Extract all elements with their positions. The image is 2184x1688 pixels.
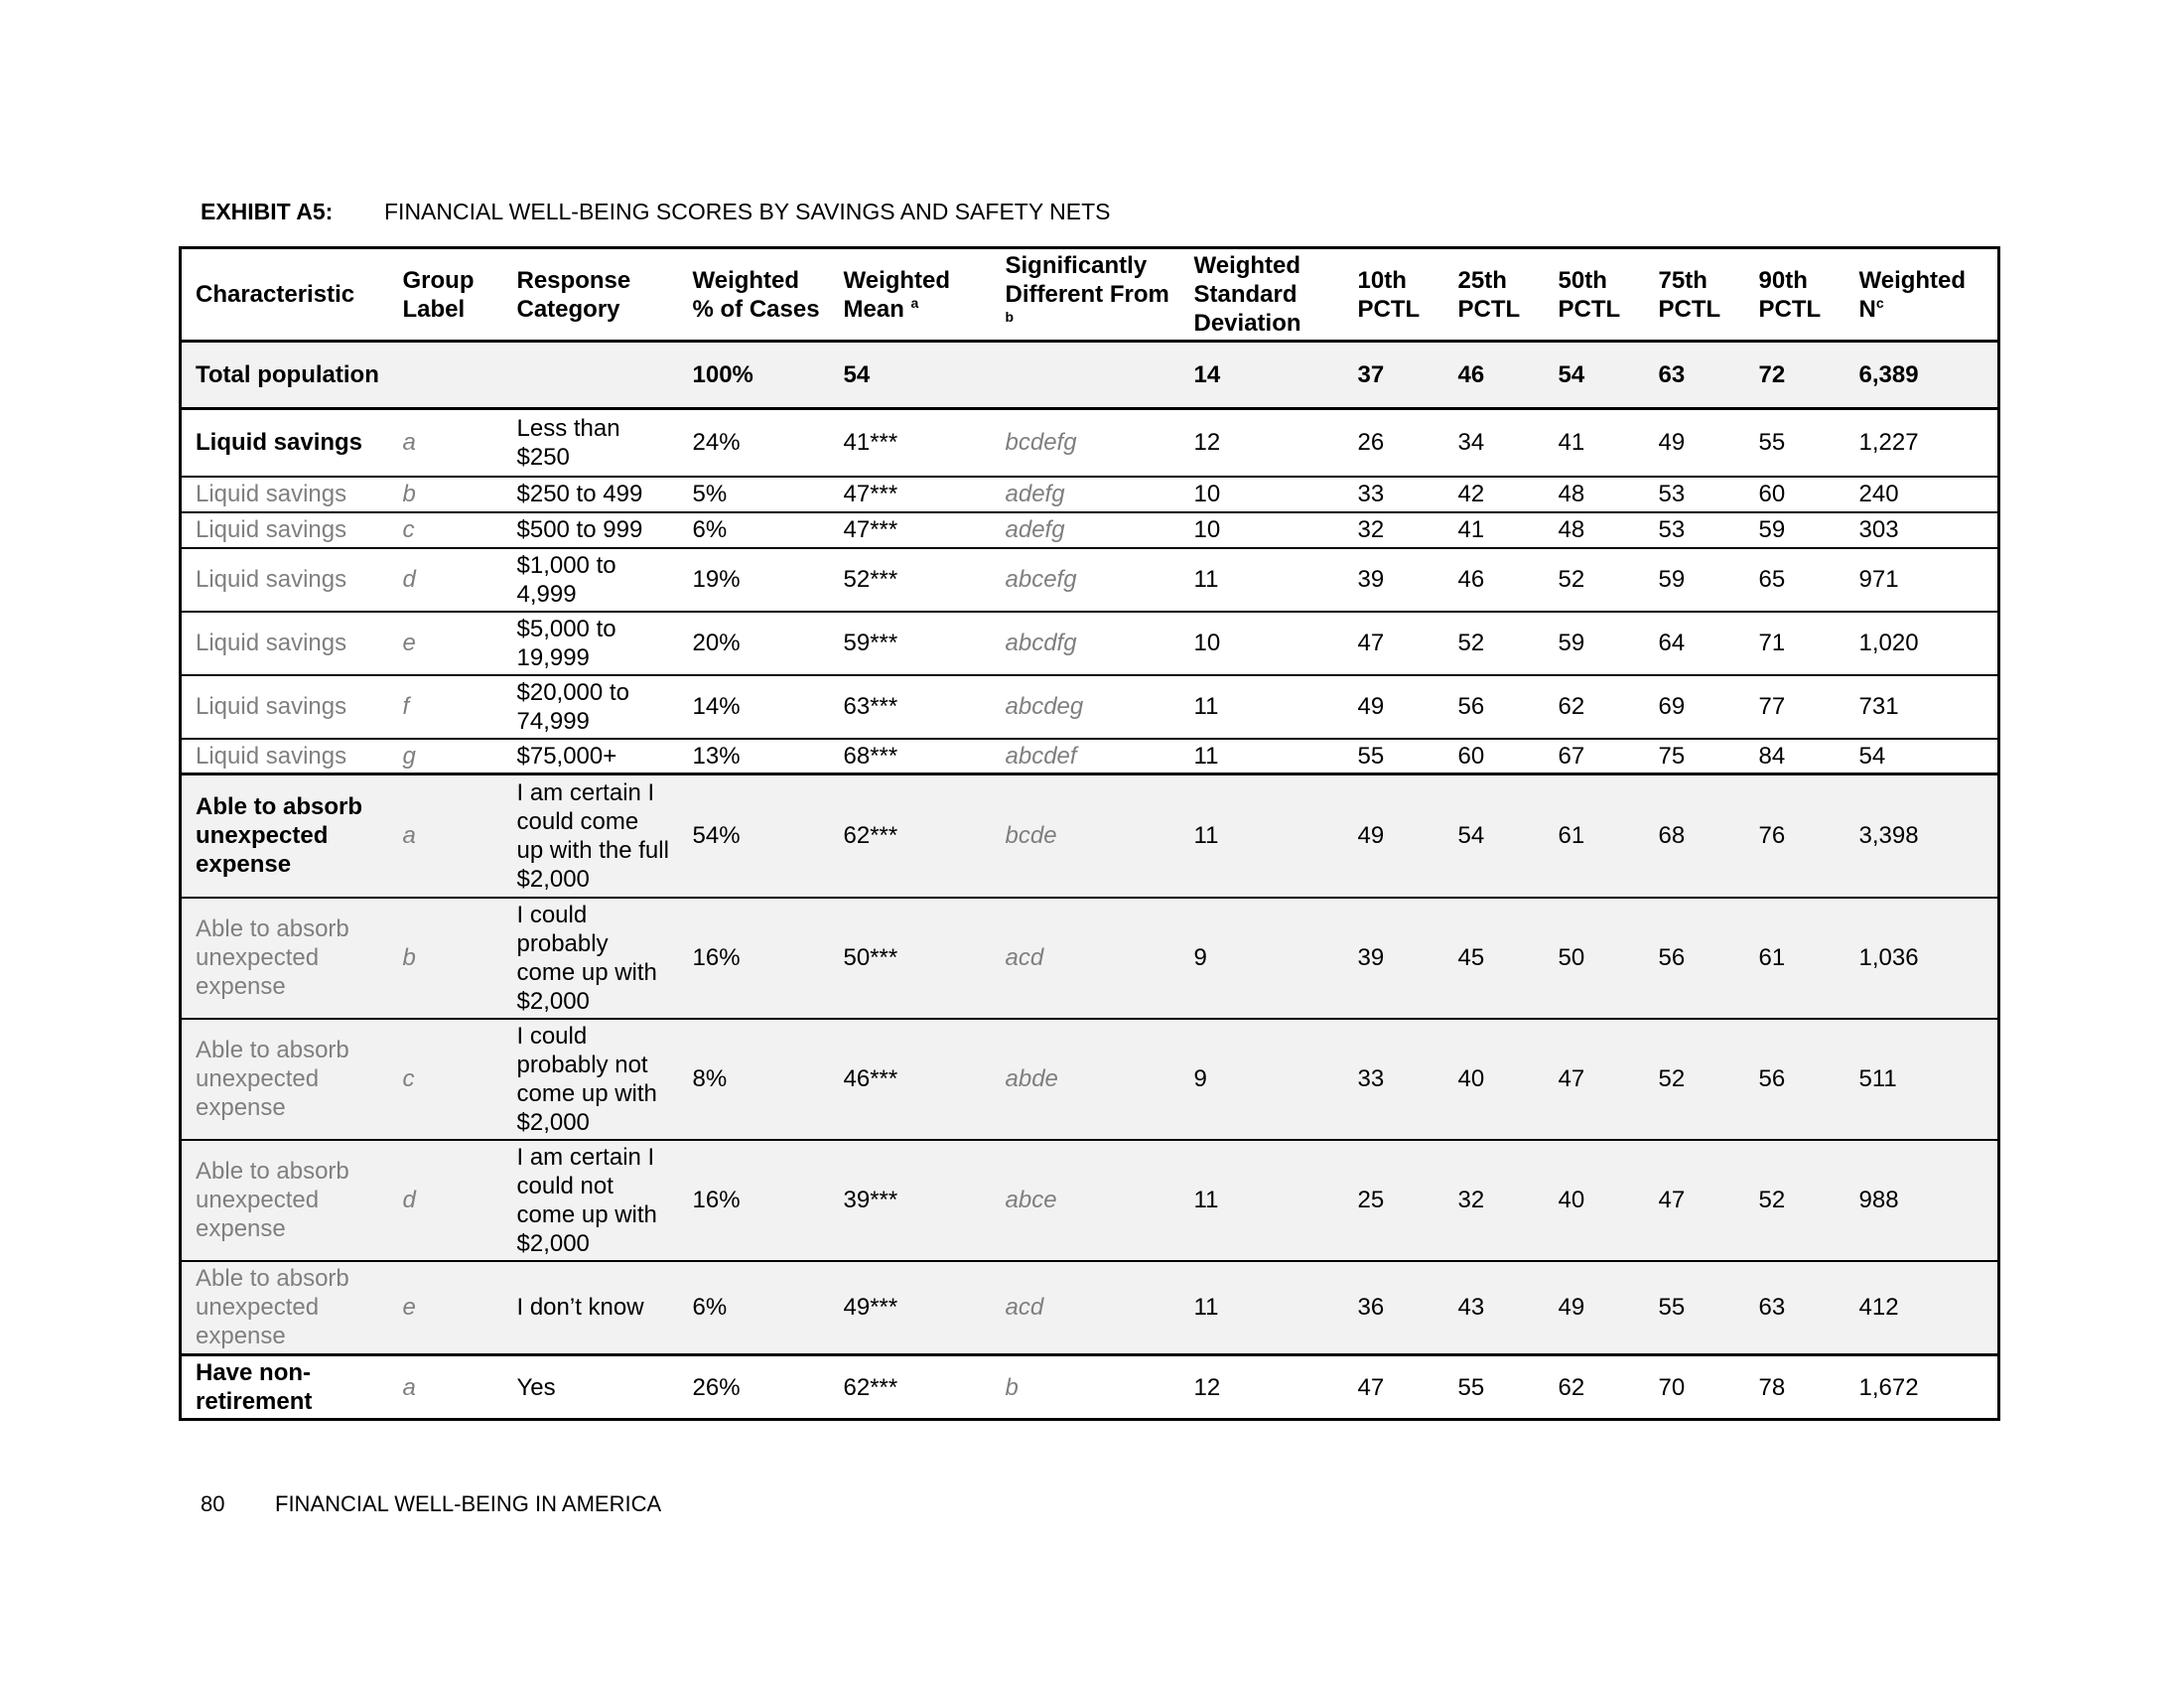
header-weighted-sd: Weighted Standard Deviation	[1180, 248, 1344, 342]
cell-p90: 72	[1745, 342, 1845, 409]
cell-n: 971	[1845, 548, 1999, 612]
cell-p50: 47	[1545, 1019, 1645, 1140]
cell-mean: 59***	[830, 612, 992, 675]
cell-characteristic: Able to absorb unexpected expense	[181, 1019, 389, 1140]
cell-group: e	[389, 612, 503, 675]
cell-p10: 33	[1344, 477, 1444, 512]
cell-pct: 20%	[679, 612, 830, 675]
cell-p10: 47	[1344, 612, 1444, 675]
cell-characteristic: Able to absorb unexpected expense	[181, 774, 389, 898]
cell-pct: 8%	[679, 1019, 830, 1140]
cell-p75: 55	[1645, 1261, 1745, 1355]
page-footer	[201, 1491, 661, 1517]
cell-characteristic: Total population	[181, 342, 389, 409]
cell-p25: 46	[1444, 548, 1545, 612]
cell-p25: 55	[1444, 1355, 1545, 1420]
cell-p25: 32	[1444, 1140, 1545, 1261]
cell-p50: 61	[1545, 774, 1645, 898]
cell-sig: abce	[992, 1140, 1180, 1261]
header-sig-diff-text: Significantly Different From	[1005, 252, 1169, 308]
publication-title: FINANCIAL WELL-BEING IN AMERICA	[275, 1491, 662, 1516]
cell-mean: 39***	[830, 1140, 992, 1261]
cell-n: 1,227	[1845, 409, 1999, 477]
cell-p75: 47	[1645, 1140, 1745, 1261]
cell-mean: 41***	[830, 409, 992, 477]
table-row	[181, 512, 1999, 548]
cell-characteristic: Liquid savings	[181, 512, 389, 548]
header-weighted-n-text: Weighted N	[1858, 266, 1967, 323]
cell-sig: acd	[992, 1261, 1180, 1355]
cell-response: I could probably not come up with $2,000	[503, 1019, 679, 1140]
cell-p10: 49	[1344, 774, 1444, 898]
cell-p50: 48	[1545, 512, 1645, 548]
cell-mean: 47***	[830, 512, 992, 548]
footnote-a-marker: a	[910, 294, 919, 311]
cell-response: $20,000 to 74,999	[503, 675, 679, 739]
footnote-c-marker: c	[1875, 294, 1884, 311]
cell-p50: 67	[1545, 739, 1645, 774]
cell-n: 731	[1845, 675, 1999, 739]
header-weighted-mean	[830, 248, 992, 342]
cell-characteristic: Liquid savings	[181, 739, 389, 774]
cell-pct: 13%	[679, 739, 830, 774]
cell-p10: 39	[1344, 548, 1444, 612]
cell-p75: 70	[1645, 1355, 1745, 1420]
cell-sd: 14	[1180, 342, 1344, 409]
cell-p50: 54	[1545, 342, 1645, 409]
cell-sig: acd	[992, 898, 1180, 1019]
header-p50: 50th PCTL	[1545, 248, 1645, 342]
cell-p90: 61	[1745, 898, 1845, 1019]
well-being-table	[179, 246, 2000, 1421]
cell-n: 1,036	[1845, 898, 1999, 1019]
cell-sig: adefg	[992, 477, 1180, 512]
cell-p50: 41	[1545, 409, 1645, 477]
table-row	[181, 612, 1999, 675]
table-row	[181, 675, 1999, 739]
table-row	[181, 1140, 1999, 1261]
cell-sd: 12	[1180, 409, 1344, 477]
cell-sig: adefg	[992, 512, 1180, 548]
cell-p25: 40	[1444, 1019, 1545, 1140]
cell-response: $1,000 to 4,999	[503, 548, 679, 612]
cell-p25: 56	[1444, 675, 1545, 739]
cell-sd: 9	[1180, 898, 1344, 1019]
cell-sig: abcefg	[992, 548, 1180, 612]
cell-n: 988	[1845, 1140, 1999, 1261]
cell-p75: 49	[1645, 409, 1745, 477]
cell-p50: 52	[1545, 548, 1645, 612]
cell-n: 303	[1845, 512, 1999, 548]
table-row	[181, 1019, 1999, 1140]
cell-p50: 62	[1545, 675, 1645, 739]
cell-characteristic: Liquid savings	[181, 477, 389, 512]
footnote-b-marker: b	[1005, 309, 1015, 325]
cell-sd: 9	[1180, 1019, 1344, 1140]
cell-sd: 11	[1180, 548, 1344, 612]
cell-group	[389, 342, 503, 409]
cell-p25: 54	[1444, 774, 1545, 898]
cell-p25: 45	[1444, 898, 1545, 1019]
cell-pct: 19%	[679, 548, 830, 612]
cell-p75: 64	[1645, 612, 1745, 675]
cell-p10: 25	[1344, 1140, 1444, 1261]
cell-characteristic: Liquid savings	[181, 548, 389, 612]
table-header-row	[181, 248, 1999, 342]
cell-p50: 40	[1545, 1140, 1645, 1261]
cell-p75: 59	[1645, 548, 1745, 612]
cell-response: I am certain I could not come up with $2,000	[503, 1140, 679, 1261]
cell-p25: 34	[1444, 409, 1545, 477]
cell-pct: 16%	[679, 898, 830, 1019]
cell-n: 3,398	[1845, 774, 1999, 898]
cell-p10: 36	[1344, 1261, 1444, 1355]
cell-n: 6,389	[1845, 342, 1999, 409]
cell-sig: b	[992, 1355, 1180, 1420]
cell-p75: 53	[1645, 477, 1745, 512]
cell-mean: 46***	[830, 1019, 992, 1140]
cell-p90: 52	[1745, 1140, 1845, 1261]
cell-sig: bcdefg	[992, 409, 1180, 477]
cell-p10: 26	[1344, 409, 1444, 477]
cell-response: Less than $250	[503, 409, 679, 477]
cell-sd: 11	[1180, 739, 1344, 774]
cell-characteristic: Liquid savings	[181, 612, 389, 675]
cell-group: c	[389, 1019, 503, 1140]
cell-p75: 56	[1645, 898, 1745, 1019]
cell-response	[503, 342, 679, 409]
header-sig-diff	[992, 248, 1180, 342]
cell-sig: abde	[992, 1019, 1180, 1140]
cell-group: b	[389, 477, 503, 512]
cell-pct: 5%	[679, 477, 830, 512]
cell-p10: 37	[1344, 342, 1444, 409]
header-weighted-pct: Weighted % of Cases	[679, 248, 830, 342]
table-row	[181, 548, 1999, 612]
cell-sig: abcdeg	[992, 675, 1180, 739]
cell-response: Yes	[503, 1355, 679, 1420]
cell-p90: 71	[1745, 612, 1845, 675]
cell-pct: 6%	[679, 512, 830, 548]
cell-p90: 78	[1745, 1355, 1845, 1420]
cell-response: I could probably come up with $2,000	[503, 898, 679, 1019]
cell-group: g	[389, 739, 503, 774]
cell-mean: 54	[830, 342, 992, 409]
cell-group: b	[389, 898, 503, 1019]
cell-group: a	[389, 774, 503, 898]
cell-p75: 52	[1645, 1019, 1745, 1140]
cell-p10: 33	[1344, 1019, 1444, 1140]
cell-response: $5,000 to 19,999	[503, 612, 679, 675]
cell-p25: 42	[1444, 477, 1545, 512]
cell-p90: 76	[1745, 774, 1845, 898]
cell-sd: 11	[1180, 675, 1344, 739]
cell-p90: 65	[1745, 548, 1845, 612]
header-weighted-mean-text: Weighted Mean	[843, 266, 951, 323]
cell-n: 240	[1845, 477, 1999, 512]
cell-sd: 12	[1180, 1355, 1344, 1420]
table-row	[181, 409, 1999, 477]
header-characteristic: Characteristic	[181, 248, 389, 342]
cell-response: $500 to 999	[503, 512, 679, 548]
cell-group: a	[389, 409, 503, 477]
cell-p10: 55	[1344, 739, 1444, 774]
header-weighted-n	[1845, 248, 1999, 342]
cell-response: $75,000+	[503, 739, 679, 774]
cell-p90: 55	[1745, 409, 1845, 477]
cell-p75: 69	[1645, 675, 1745, 739]
cell-p25: 43	[1444, 1261, 1545, 1355]
cell-sig: abcdef	[992, 739, 1180, 774]
cell-p25: 41	[1444, 512, 1545, 548]
cell-p50: 62	[1545, 1355, 1645, 1420]
table-row	[181, 1355, 1999, 1420]
cell-sd: 11	[1180, 1140, 1344, 1261]
cell-characteristic: Have non-retirement	[181, 1355, 389, 1420]
cell-p10: 32	[1344, 512, 1444, 548]
cell-group: c	[389, 512, 503, 548]
cell-characteristic: Able to absorb unexpected expense	[181, 1261, 389, 1355]
cell-n: 1,672	[1845, 1355, 1999, 1420]
data-table-container	[179, 246, 1997, 1421]
cell-sd: 10	[1180, 477, 1344, 512]
exhibit-label: EXHIBIT A5:	[201, 199, 334, 224]
cell-sig	[992, 342, 1180, 409]
cell-n: 412	[1845, 1261, 1999, 1355]
cell-p90: 63	[1745, 1261, 1845, 1355]
exhibit-title-text: FINANCIAL WELL-BEING SCORES BY SAVINGS AND SAFETY NETS	[384, 199, 1111, 224]
cell-p90: 59	[1745, 512, 1845, 548]
cell-n: 511	[1845, 1019, 1999, 1140]
table-row	[181, 774, 1999, 898]
cell-p10: 47	[1344, 1355, 1444, 1420]
cell-mean: 63***	[830, 675, 992, 739]
cell-p10: 39	[1344, 898, 1444, 1019]
cell-group: f	[389, 675, 503, 739]
cell-sd: 10	[1180, 612, 1344, 675]
cell-group: a	[389, 1355, 503, 1420]
cell-sd: 11	[1180, 1261, 1344, 1355]
table-row	[181, 898, 1999, 1019]
cell-mean: 50***	[830, 898, 992, 1019]
cell-p75: 75	[1645, 739, 1745, 774]
cell-pct: 24%	[679, 409, 830, 477]
cell-p50: 48	[1545, 477, 1645, 512]
cell-pct: 6%	[679, 1261, 830, 1355]
cell-p25: 52	[1444, 612, 1545, 675]
cell-p90: 56	[1745, 1019, 1845, 1140]
cell-sd: 11	[1180, 774, 1344, 898]
cell-pct: 100%	[679, 342, 830, 409]
header-p25: 25th PCTL	[1444, 248, 1545, 342]
cell-p90: 77	[1745, 675, 1845, 739]
cell-mean: 68***	[830, 739, 992, 774]
total-row	[181, 342, 1999, 409]
page-number: 80	[201, 1491, 225, 1516]
header-p90: 90th PCTL	[1745, 248, 1845, 342]
cell-mean: 62***	[830, 1355, 992, 1420]
cell-p75: 63	[1645, 342, 1745, 409]
cell-sig: bcde	[992, 774, 1180, 898]
cell-p25: 46	[1444, 342, 1545, 409]
cell-p90: 84	[1745, 739, 1845, 774]
cell-response: I don’t know	[503, 1261, 679, 1355]
cell-p90: 60	[1745, 477, 1845, 512]
header-response-category: Response Category	[503, 248, 679, 342]
cell-p25: 60	[1444, 739, 1545, 774]
cell-response: I am certain I could come up with the full $2,000	[503, 774, 679, 898]
cell-group: d	[389, 1140, 503, 1261]
cell-mean: 47***	[830, 477, 992, 512]
cell-characteristic: Able to absorb unexpected expense	[181, 1140, 389, 1261]
cell-p50: 49	[1545, 1261, 1645, 1355]
header-p75: 75th PCTL	[1645, 248, 1745, 342]
cell-pct: 14%	[679, 675, 830, 739]
cell-mean: 62***	[830, 774, 992, 898]
cell-sig: abcdfg	[992, 612, 1180, 675]
exhibit-title	[201, 199, 1111, 225]
cell-response: $250 to 499	[503, 477, 679, 512]
header-p10: 10th PCTL	[1344, 248, 1444, 342]
cell-characteristic: Liquid savings	[181, 675, 389, 739]
cell-group: e	[389, 1261, 503, 1355]
cell-n: 1,020	[1845, 612, 1999, 675]
header-group-label: Group Label	[389, 248, 503, 342]
cell-pct: 54%	[679, 774, 830, 898]
cell-pct: 26%	[679, 1355, 830, 1420]
cell-p10: 49	[1344, 675, 1444, 739]
cell-pct: 16%	[679, 1140, 830, 1261]
table-row	[181, 739, 1999, 774]
cell-p75: 53	[1645, 512, 1745, 548]
cell-group: d	[389, 548, 503, 612]
table-row	[181, 1261, 1999, 1355]
cell-mean: 49***	[830, 1261, 992, 1355]
cell-p50: 59	[1545, 612, 1645, 675]
cell-sd: 10	[1180, 512, 1344, 548]
cell-characteristic: Liquid savings	[181, 409, 389, 477]
table-row	[181, 477, 1999, 512]
cell-p75: 68	[1645, 774, 1745, 898]
cell-p50: 50	[1545, 898, 1645, 1019]
cell-mean: 52***	[830, 548, 992, 612]
cell-characteristic: Able to absorb unexpected expense	[181, 898, 389, 1019]
table-body	[181, 342, 1999, 1420]
cell-n: 54	[1845, 739, 1999, 774]
